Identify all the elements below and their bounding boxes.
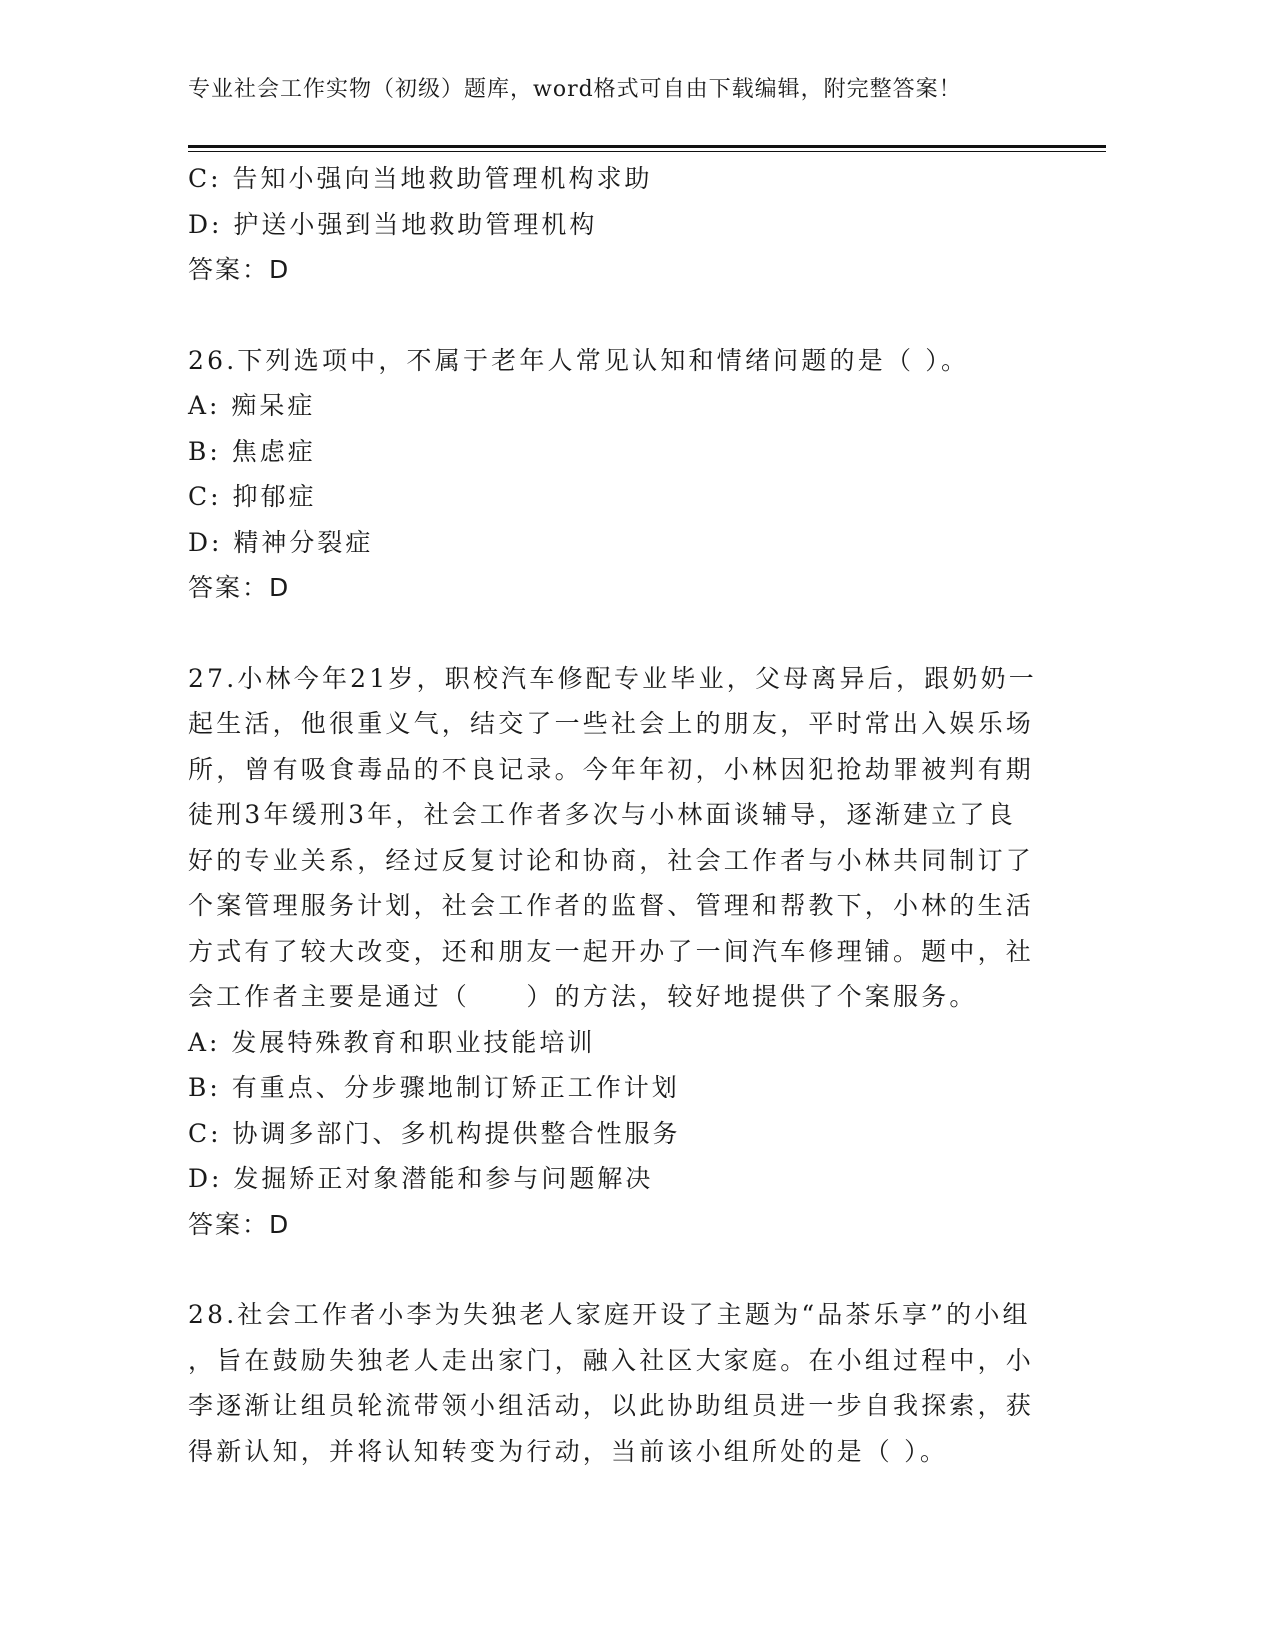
question-stem-line: 个案管理服务计划，社会工作者的监督、管理和帮教下，小林的生活 <box>188 891 1035 920</box>
spacer <box>188 611 1068 656</box>
question-stem-line: 28.社会工作者小李为失独老人家庭开设了主题为“品茶乐享”的小组 <box>188 1300 1031 1329</box>
question-stem-line: 起生活，他很重义气，结交了一些社会上的朋友，平时常出入娱乐场 <box>188 709 1035 738</box>
question-stem: 26.下列选项中，不属于老年人常见认知和情绪问题的是（ ）。 <box>188 345 970 375</box>
previous-question-fragment <box>188 156 1068 293</box>
option-a: A: 痴呆症 <box>188 391 316 420</box>
spacer <box>188 293 1068 338</box>
question-stem-line: 好的专业关系，经过反复讨论和协商，社会工作者与小林共同制订了 <box>188 845 1035 875</box>
question-content <box>188 156 1068 1474</box>
option-d: D: 护送小强到当地救助管理机构 <box>188 209 598 239</box>
question-26 <box>188 338 1068 611</box>
question-stem-line: 方式有了较大改变，还和朋友一起开办了一间汽车修理铺。题中，社 <box>188 936 1035 966</box>
question-stem-line: 李逐渐让组员轮流带领小组活动，以此协助组员进一步自我探索，获 <box>188 1391 1035 1420</box>
question-27 <box>188 656 1068 1248</box>
answer-line: 答案：D <box>188 1209 291 1239</box>
option-c: C: 协调多部门、多机构提供整合性服务 <box>188 1118 681 1148</box>
option-c: C: 告知小强向当地救助管理机构求助 <box>188 164 653 193</box>
question-stem-line: 得新认知，并将认知转变为行动，当前该小组所处的是（ ）。 <box>188 1436 949 1466</box>
answer-line: 答案：D <box>188 255 291 284</box>
header-divider-thick <box>188 145 1106 148</box>
question-28 <box>188 1292 1068 1474</box>
answer-line: 答案：D <box>188 573 291 602</box>
question-stem-line: ，旨在鼓励失独老人走出家门，融入社区大家庭。在小组过程中，小 <box>188 1345 1035 1375</box>
question-stem-line: 27.小林今年21岁，职校汽车修配专业毕业，父母离异后，跟奶奶一 <box>188 663 1037 693</box>
question-stem-line: 所，曾有吸食毒品的不良记录。今年年初，小林因犯抢劫罪被判有期 <box>188 754 1035 784</box>
option-d: D: 发掘矫正对象潜能和参与问题解决 <box>188 1164 654 1193</box>
option-c: C: 抑郁症 <box>188 482 317 511</box>
spacer <box>188 1247 1068 1292</box>
option-b: B: 焦虑症 <box>188 436 316 466</box>
header-divider-thin <box>188 151 1106 152</box>
document-header: 专业社会工作实物（初级）题库，word格式可自由下载编辑，附完整答案！ <box>188 77 962 102</box>
option-b: B: 有重点、分步骤地制订矫正工作计划 <box>188 1073 680 1102</box>
option-a: A: 发展特殊教育和职业技能培训 <box>188 1027 596 1057</box>
question-stem-line: 会工作者主要是通过（ ）的方法，较好地提供了个案服务。 <box>188 982 978 1011</box>
question-stem-line: 徒刑3年缓刑3年，社会工作者多次与小林面谈辅导，逐渐建立了良 <box>188 800 1016 829</box>
option-d: D: 精神分裂症 <box>188 527 374 557</box>
